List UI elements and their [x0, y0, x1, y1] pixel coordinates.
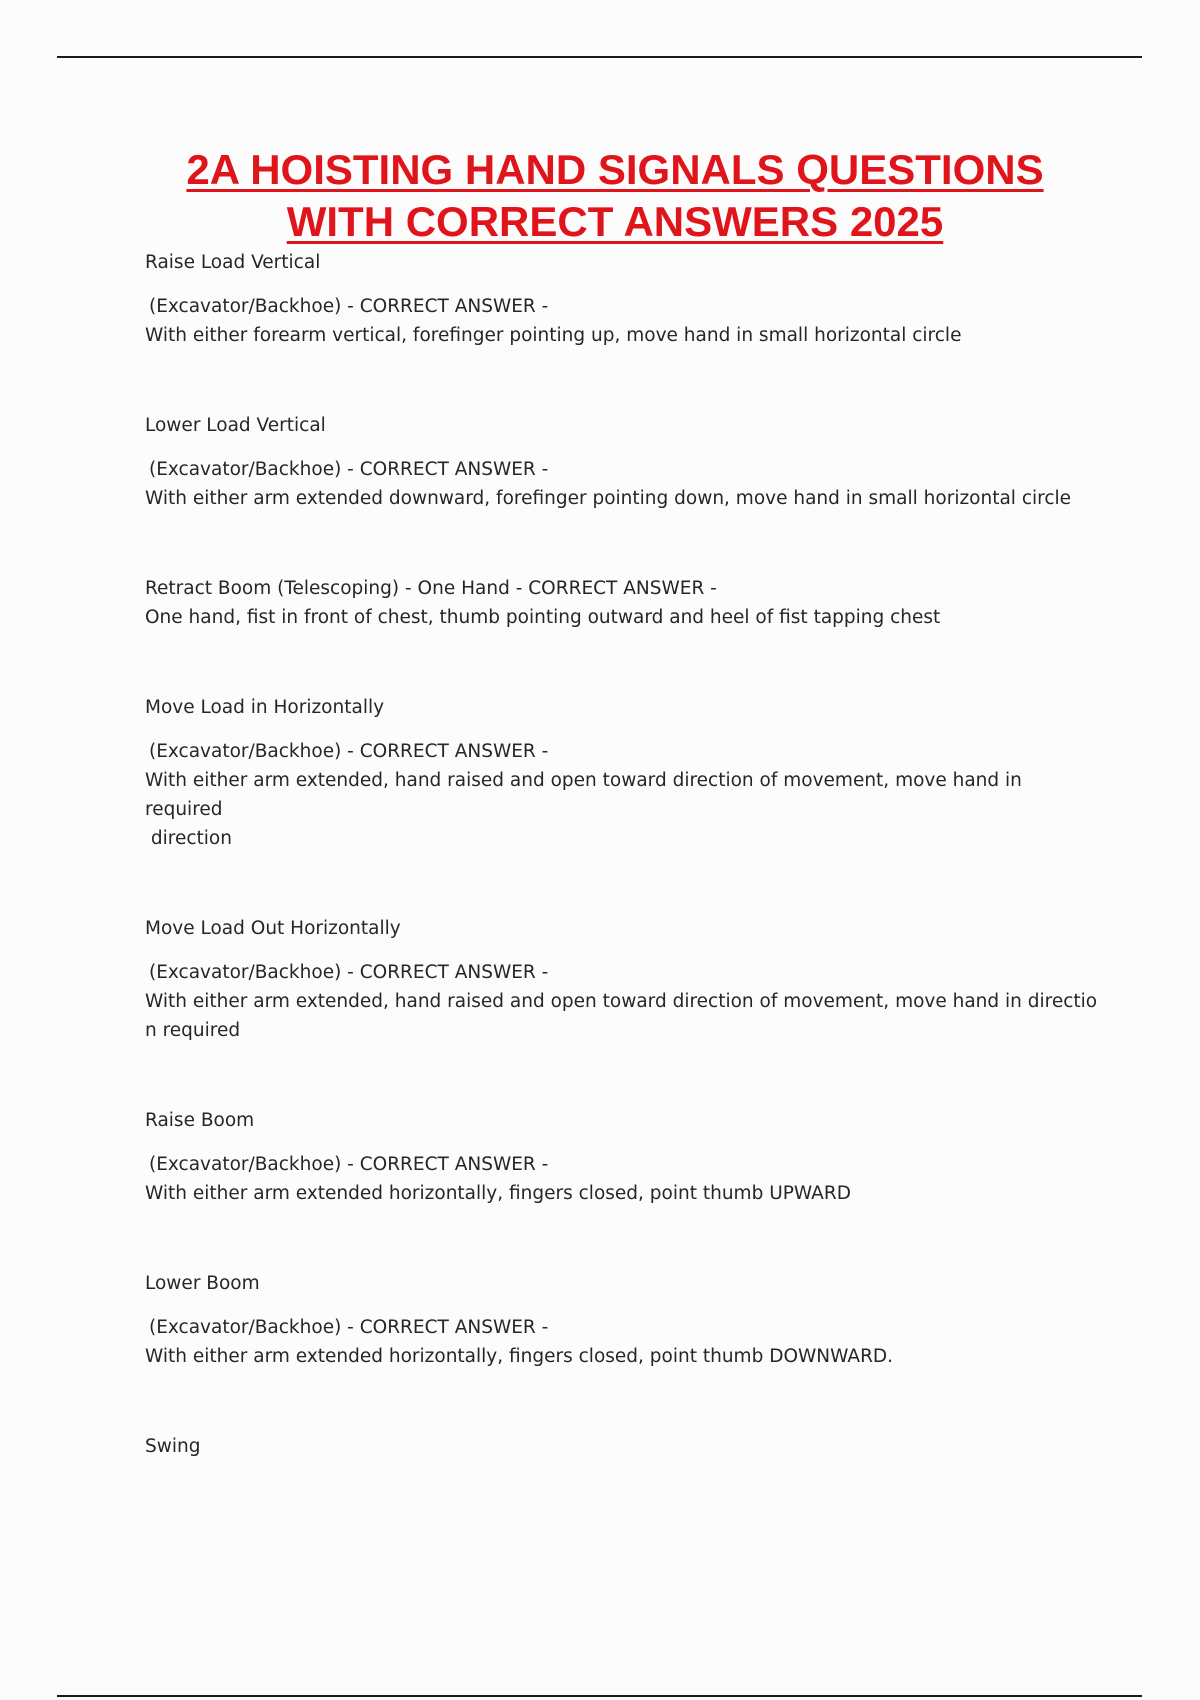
answer-text-line-2: direction [145, 828, 232, 849]
question-text: Lower Load Vertical [145, 415, 326, 436]
answer-text: With either forearm vertical, forefinger pointing up, move hand in small horizontal circle [145, 325, 962, 346]
answer-heading: (Excavator/Backhoe) - CORRECT ANSWER - [149, 1154, 549, 1175]
answer-text-line-1: With either arm extended, hand raised and open toward direction of movement, move hand in directio [145, 991, 1098, 1012]
title-line-2: WITH CORRECT ANSWERS 2025 [286, 198, 944, 245]
answer-text: With either arm extended downward, forefinger pointing down, move hand in small horizontal circle [145, 488, 1072, 509]
document-title [60, 144, 1170, 248]
question-text: Raise Load Vertical [145, 252, 321, 273]
question-text: Swing [145, 1436, 201, 1457]
answer-heading: (Excavator/Backhoe) - CORRECT ANSWER - [149, 459, 549, 480]
footer-rule [57, 1695, 1142, 1697]
question-text: Retract Boom (Telescoping) - One Hand - CORRECT ANSWER - [145, 578, 717, 599]
answer-text: With either arm extended horizontally, fingers closed, point thumb UPWARD [145, 1183, 851, 1204]
qa-list [145, 248, 1105, 1476]
qa-item [145, 1106, 1105, 1208]
answer-heading: (Excavator/Backhoe) - CORRECT ANSWER - [149, 1317, 549, 1338]
qa-item [145, 914, 1105, 1045]
answer-text: With either arm extended horizontally, fingers closed, point thumb DOWNWARD. [145, 1346, 894, 1367]
answer-text-line-1: With either arm extended, hand raised and open toward direction of movement, move hand in required [145, 770, 1022, 820]
qa-item [145, 411, 1105, 513]
qa-item [145, 248, 1105, 350]
header-rule [57, 56, 1142, 58]
title-line-1: 2A HOISTING HAND SIGNALS QUESTIONS [186, 146, 1044, 193]
answer-text-line-2: n required [145, 1020, 241, 1041]
question-text: Move Load in Horizontally [145, 697, 385, 718]
answer-heading: (Excavator/Backhoe) - CORRECT ANSWER - [149, 741, 549, 762]
answer-text: One hand, fist in front of chest, thumb pointing outward and heel of fist tapping chest [145, 607, 941, 628]
question-text: Raise Boom [145, 1110, 255, 1131]
answer-heading: (Excavator/Backhoe) - CORRECT ANSWER - [149, 296, 549, 317]
question-text: Lower Boom [145, 1273, 260, 1294]
question-text: Move Load Out Horizontally [145, 918, 401, 939]
qa-item [145, 693, 1105, 853]
qa-item [145, 574, 1105, 632]
answer-heading: (Excavator/Backhoe) - CORRECT ANSWER - [149, 962, 549, 983]
qa-item [145, 1432, 1105, 1461]
qa-item [145, 1269, 1105, 1371]
